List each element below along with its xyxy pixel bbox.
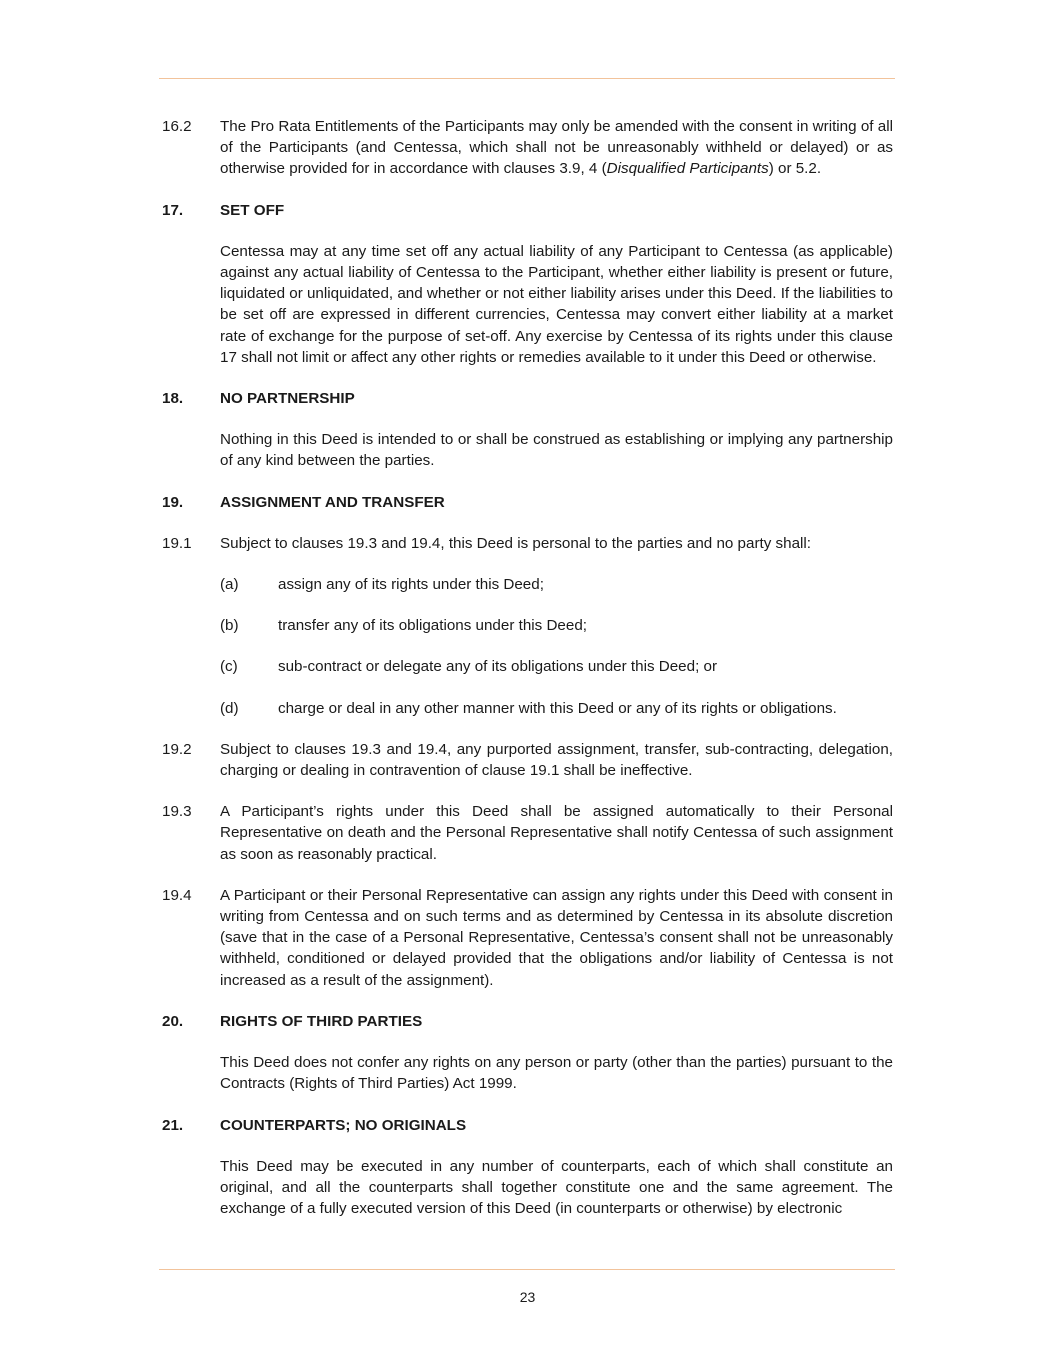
list-item (220, 698, 893, 719)
page-number: 23 (519, 1289, 536, 1305)
clause-text-part: The Pro Rata Entitlements of the Participants may only be amended with the consent in writing of all of the Participants (and Centessa, which shall not be unreasonably withheld or delayed) or as otherwise provided for in accordance with clauses 3.9, 4 ( (220, 118, 893, 178)
clause-title: COUNTERPARTS; NO ORIGINALS (220, 1116, 467, 1134)
list-item-text: assign any of its rights under this Deed; (278, 576, 544, 594)
list-item-text: charge or deal in any other manner with this Deed or any of its rights or obligations. (278, 699, 837, 717)
clause-19-3 (162, 801, 893, 865)
clause-number: 21. (162, 1116, 184, 1134)
clause-text: This Deed may be executed in any number of counterparts, each of which shall constitute an original, and all the counterparts shall together constitute one and the same agreement. The exchange of a fully executed version of this Deed (in counterparts or otherwise) by electronic (220, 1157, 893, 1218)
list-item (220, 615, 893, 636)
clause-title: ASSIGNMENT AND TRANSFER (220, 493, 445, 511)
list-item-letter: (a) (220, 576, 239, 594)
clause-number: 19.1 (162, 534, 192, 552)
clause-text-italic: Disqualified Participants (606, 160, 769, 178)
clause-number: 17. (162, 201, 184, 219)
clause-18-text (162, 429, 893, 471)
clause-number: 19.4 (162, 886, 192, 904)
list-item-letter: (d) (220, 699, 239, 717)
clause-19-heading (162, 492, 893, 513)
list-item (220, 656, 893, 677)
list-item (220, 574, 893, 595)
footer-rule (159, 1269, 895, 1270)
clause-19-4 (162, 885, 893, 991)
clause-text: This Deed does not confer any rights on any person or party (other than the parties) pursuant to the Contracts (Rights of Third Parties) Act 1999. (220, 1054, 893, 1093)
clause-17-heading (162, 200, 893, 221)
clause-text: Centessa may at any time set off any actual liability of any Participant to Centessa (as applicable) against any actual liability of Centessa to the Participant, whether either liability is present or future, liquidated or unliquidated, and whether or not either liability arises under this Deed. If the liabilities to be set off are expressed in different currencies, Centessa may convert either liability at a market rate of exchange for the purpose of set-off. Any exercise by Centessa of its rights under this clause 17 shall not limit or affect any other rights or remedies available to it under this Deed or otherwise. (220, 242, 893, 366)
list-item-text: transfer any of its obligations under this Deed; (278, 617, 587, 635)
clause-number: 19. (162, 493, 184, 511)
clause-16-2 (162, 116, 893, 180)
clause-text: A Participant’s rights under this Deed shall be assigned automatically to their Personal Representative on death and the Personal Representative shall notify Centessa of such assignment as soon as reasonably practical. (220, 803, 893, 863)
clause-19-1 (162, 533, 893, 554)
clause-number: 19.3 (162, 803, 192, 821)
clause-21-heading (162, 1115, 893, 1136)
clause-20-text (162, 1052, 893, 1094)
clause-20-heading (162, 1011, 893, 1032)
list-item-letter: (c) (220, 658, 238, 676)
header-rule (159, 78, 895, 79)
clause-number: 20. (162, 1012, 184, 1030)
clause-number: 16.2 (162, 118, 192, 135)
clause-18-heading (162, 388, 893, 409)
clause-text: A Participant or their Personal Representative can assign any rights under this Deed with consent in writing from Centessa and on such terms and as determined by Centessa in its absolute discretion (save that in the case of a Personal Representative, Centessa’s consent shall not be unreasonably withheld, conditioned or delayed provided that the obligations and/or liability of Centessa is not increased as a result of the assignment). (220, 886, 893, 989)
document-body (162, 116, 893, 1239)
clause-17-text (162, 241, 893, 368)
clause-title: NO PARTNERSHIP (220, 390, 355, 408)
clause-text: Nothing in this Deed is intended to or shall be construed as establishing or implying any partnership of any kind between the parties. (220, 431, 893, 470)
clause-number: 19.2 (162, 740, 192, 758)
clause-number: 18. (162, 390, 184, 408)
clause-text: Subject to clauses 19.3 and 19.4, this Deed is personal to the parties and no party shall: (220, 534, 811, 552)
clause-21-text (162, 1156, 893, 1220)
list-item-text: sub-contract or delegate any of its obligations under this Deed; or (278, 658, 718, 676)
clause-title: RIGHTS OF THIRD PARTIES (220, 1012, 423, 1030)
clause-text-part: ) or 5.2. (768, 160, 822, 178)
clause-text: Subject to clauses 19.3 and 19.4, any purported assignment, transfer, sub-contracting, delegation, charging or dealing in contravention of clause 19.1 shall be ineffective. (220, 740, 893, 780)
clause-19-2 (162, 739, 893, 781)
clause-title: SET OFF (220, 201, 285, 219)
list-item-letter: (b) (220, 617, 239, 635)
clause-text (220, 116, 893, 180)
